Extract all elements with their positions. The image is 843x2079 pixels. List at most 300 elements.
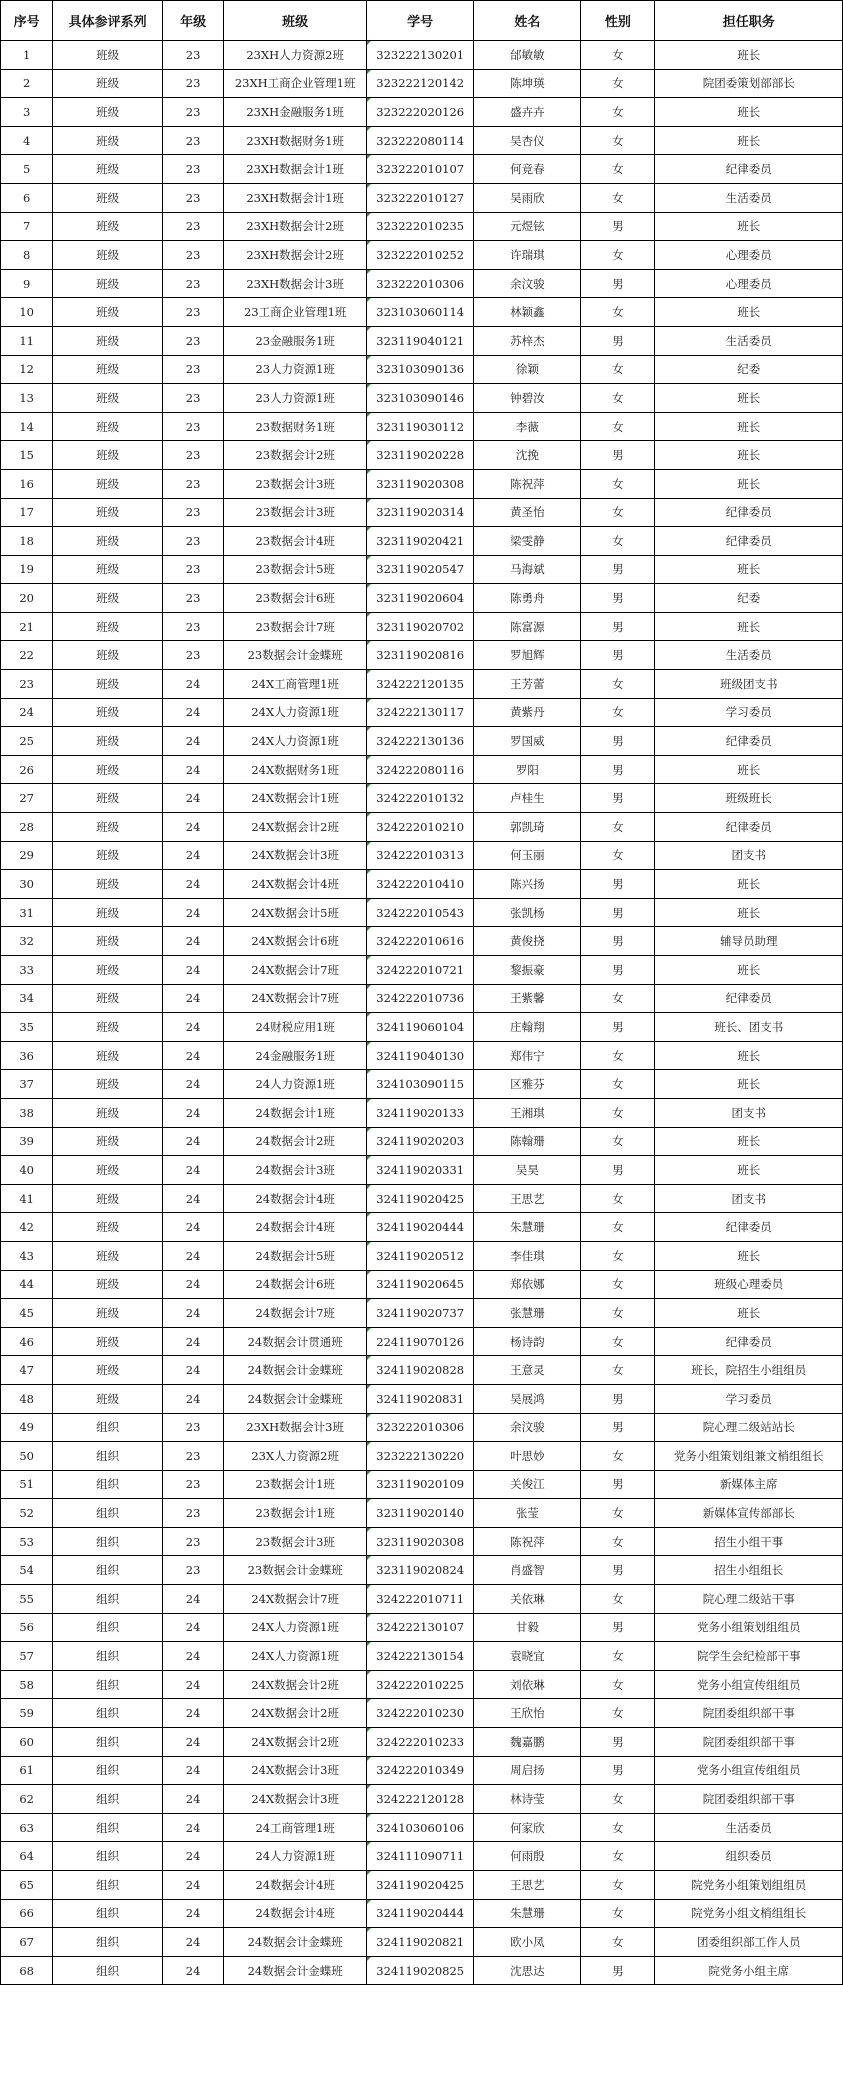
- cell-student-id[interactable]: 324119040130: [367, 1041, 474, 1070]
- cell-category[interactable]: 班级: [53, 212, 163, 241]
- cell-student-id[interactable]: 324103090115: [367, 1070, 474, 1099]
- cell-gender[interactable]: 男: [581, 1756, 655, 1785]
- cell-grade[interactable]: 23: [163, 69, 224, 98]
- cell-position[interactable]: 班级团支书: [655, 670, 843, 699]
- cell-name[interactable]: 王紫馨: [474, 984, 581, 1013]
- cell-category[interactable]: 组织: [53, 1585, 163, 1614]
- cell-index[interactable]: 38: [1, 1098, 53, 1127]
- cell-category[interactable]: 组织: [53, 1442, 163, 1471]
- cell-position[interactable]: 院心理二级站干事: [655, 1585, 843, 1614]
- cell-name[interactable]: 欧小凤: [474, 1928, 581, 1957]
- cell-position[interactable]: 新媒体主席: [655, 1470, 843, 1499]
- cell-name[interactable]: 邰敏敏: [474, 41, 581, 70]
- cell-gender[interactable]: 女: [581, 1070, 655, 1099]
- cell-student-id[interactable]: 323119020702: [367, 612, 474, 641]
- cell-category[interactable]: 班级: [53, 384, 163, 413]
- cell-index[interactable]: 36: [1, 1041, 53, 1070]
- cell-position[interactable]: 院党务小组主席: [655, 1956, 843, 1985]
- cell-position[interactable]: 班长: [655, 298, 843, 327]
- cell-index[interactable]: 56: [1, 1613, 53, 1642]
- cell-name[interactable]: 朱慧珊: [474, 1899, 581, 1928]
- cell-category[interactable]: 班级: [53, 1241, 163, 1270]
- cell-class[interactable]: 24X数据会计4班: [224, 870, 367, 899]
- cell-index[interactable]: 37: [1, 1070, 53, 1099]
- cell-gender[interactable]: 男: [581, 956, 655, 985]
- cell-category[interactable]: 班级: [53, 41, 163, 70]
- cell-student-id[interactable]: 324119020821: [367, 1928, 474, 1957]
- cell-index[interactable]: 53: [1, 1527, 53, 1556]
- cell-category[interactable]: 班级: [53, 841, 163, 870]
- cell-gender[interactable]: 女: [581, 1499, 655, 1528]
- cell-index[interactable]: 65: [1, 1871, 53, 1900]
- cell-class[interactable]: 24X数据会计3班: [224, 1785, 367, 1814]
- cell-gender[interactable]: 男: [581, 870, 655, 899]
- cell-gender[interactable]: 女: [581, 1184, 655, 1213]
- cell-index[interactable]: 12: [1, 355, 53, 384]
- cell-grade[interactable]: 24: [163, 1098, 224, 1127]
- cell-class[interactable]: 24人力资源1班: [224, 1842, 367, 1871]
- cell-class[interactable]: 24数据会计金蝶班: [224, 1356, 367, 1385]
- cell-position[interactable]: 院团委策划部部长: [655, 69, 843, 98]
- cell-student-id[interactable]: 324119020425: [367, 1871, 474, 1900]
- cell-category[interactable]: 组织: [53, 1813, 163, 1842]
- cell-grade[interactable]: 24: [163, 1013, 224, 1042]
- cell-gender[interactable]: 女: [581, 355, 655, 384]
- cell-category[interactable]: 班级: [53, 183, 163, 212]
- cell-index[interactable]: 31: [1, 898, 53, 927]
- cell-student-id[interactable]: 323119020314: [367, 498, 474, 527]
- cell-gender[interactable]: 女: [581, 1241, 655, 1270]
- cell-grade[interactable]: 24: [163, 1699, 224, 1728]
- cell-class[interactable]: 23数据会计2班: [224, 441, 367, 470]
- cell-category[interactable]: 班级: [53, 326, 163, 355]
- cell-position[interactable]: 班长: [655, 755, 843, 784]
- cell-position[interactable]: 班长: [655, 555, 843, 584]
- cell-gender[interactable]: 女: [581, 1299, 655, 1328]
- cell-category[interactable]: 班级: [53, 98, 163, 127]
- cell-class[interactable]: 24X数据会计2班: [224, 813, 367, 842]
- cell-gender[interactable]: 男: [581, 555, 655, 584]
- cell-gender[interactable]: 女: [581, 241, 655, 270]
- cell-gender[interactable]: 男: [581, 641, 655, 670]
- cell-index[interactable]: 3: [1, 98, 53, 127]
- cell-student-id[interactable]: 323222010306: [367, 269, 474, 298]
- cell-position[interactable]: 班长: [655, 1127, 843, 1156]
- cell-index[interactable]: 14: [1, 412, 53, 441]
- cell-category[interactable]: 组织: [53, 1556, 163, 1585]
- cell-name[interactable]: 罗国威: [474, 727, 581, 756]
- cell-name[interactable]: 郑依娜: [474, 1270, 581, 1299]
- cell-name[interactable]: 叶思妙: [474, 1442, 581, 1471]
- cell-class[interactable]: 24数据会计金蝶班: [224, 1956, 367, 1985]
- cell-name[interactable]: 陈祝萍: [474, 469, 581, 498]
- cell-class[interactable]: 24X数据会计2班: [224, 1728, 367, 1757]
- cell-class[interactable]: 24数据会计5班: [224, 1241, 367, 1270]
- cell-class[interactable]: 23数据会计4班: [224, 527, 367, 556]
- cell-class[interactable]: 24数据会计4班: [224, 1213, 367, 1242]
- cell-name[interactable]: 李佳琪: [474, 1241, 581, 1270]
- cell-student-id[interactable]: 323119020109: [367, 1470, 474, 1499]
- cell-class[interactable]: 24X数据会计1班: [224, 784, 367, 813]
- cell-position[interactable]: 生活委员: [655, 183, 843, 212]
- cell-gender[interactable]: 女: [581, 527, 655, 556]
- cell-position[interactable]: 班长: [655, 126, 843, 155]
- cell-student-id[interactable]: 323222080114: [367, 126, 474, 155]
- cell-class[interactable]: 24数据会计4班: [224, 1871, 367, 1900]
- cell-position[interactable]: 班长，院招生小组组员: [655, 1356, 843, 1385]
- cell-student-id[interactable]: 324119020737: [367, 1299, 474, 1328]
- cell-position[interactable]: 班级班长: [655, 784, 843, 813]
- cell-class[interactable]: 23数据会计金蝶班: [224, 641, 367, 670]
- cell-student-id[interactable]: 324222010233: [367, 1728, 474, 1757]
- cell-grade[interactable]: 23: [163, 384, 224, 413]
- cell-student-id[interactable]: 324222120135: [367, 670, 474, 699]
- cell-category[interactable]: 班级: [53, 1127, 163, 1156]
- cell-student-id[interactable]: 324222130136: [367, 727, 474, 756]
- cell-index[interactable]: 64: [1, 1842, 53, 1871]
- cell-name[interactable]: 罗阳: [474, 755, 581, 784]
- cell-grade[interactable]: 24: [163, 1127, 224, 1156]
- cell-position[interactable]: 纪律委员: [655, 155, 843, 184]
- cell-gender[interactable]: 女: [581, 183, 655, 212]
- cell-class[interactable]: 24数据会计2班: [224, 1127, 367, 1156]
- cell-grade[interactable]: 24: [163, 1642, 224, 1671]
- cell-name[interactable]: 何雨殷: [474, 1842, 581, 1871]
- cell-category[interactable]: 班级: [53, 784, 163, 813]
- cell-grade[interactable]: 24: [163, 1327, 224, 1356]
- cell-position[interactable]: 学习委员: [655, 1384, 843, 1413]
- cell-name[interactable]: 李薇: [474, 412, 581, 441]
- cell-grade[interactable]: 23: [163, 641, 224, 670]
- cell-name[interactable]: 吴展鸿: [474, 1384, 581, 1413]
- cell-gender[interactable]: 女: [581, 412, 655, 441]
- cell-index[interactable]: 17: [1, 498, 53, 527]
- cell-index[interactable]: 23: [1, 670, 53, 699]
- cell-gender[interactable]: 女: [581, 1442, 655, 1471]
- cell-gender[interactable]: 男: [581, 1013, 655, 1042]
- cell-index[interactable]: 20: [1, 584, 53, 613]
- cell-index[interactable]: 30: [1, 870, 53, 899]
- cell-gender[interactable]: 男: [581, 212, 655, 241]
- cell-index[interactable]: 42: [1, 1213, 53, 1242]
- cell-name[interactable]: 郑伟宁: [474, 1041, 581, 1070]
- cell-grade[interactable]: 23: [163, 441, 224, 470]
- cell-student-id[interactable]: 323222020126: [367, 98, 474, 127]
- cell-student-id[interactable]: 323119020816: [367, 641, 474, 670]
- cell-grade[interactable]: 23: [163, 326, 224, 355]
- cell-category[interactable]: 班级: [53, 612, 163, 641]
- cell-category[interactable]: 组织: [53, 1928, 163, 1957]
- cell-gender[interactable]: 女: [581, 126, 655, 155]
- cell-category[interactable]: 班级: [53, 698, 163, 727]
- cell-grade[interactable]: 24: [163, 1070, 224, 1099]
- cell-class[interactable]: 24X工商管理1班: [224, 670, 367, 699]
- cell-index[interactable]: 41: [1, 1184, 53, 1213]
- cell-index[interactable]: 63: [1, 1813, 53, 1842]
- cell-grade[interactable]: 24: [163, 841, 224, 870]
- cell-category[interactable]: 班级: [53, 1213, 163, 1242]
- cell-grade[interactable]: 23: [163, 469, 224, 498]
- cell-position[interactable]: 班长: [655, 870, 843, 899]
- cell-index[interactable]: 43: [1, 1241, 53, 1270]
- cell-student-id[interactable]: 324222080116: [367, 755, 474, 784]
- cell-grade[interactable]: 23: [163, 498, 224, 527]
- cell-class[interactable]: 24数据会计金蝶班: [224, 1384, 367, 1413]
- cell-class[interactable]: 24数据会计3班: [224, 1156, 367, 1185]
- cell-category[interactable]: 班级: [53, 1384, 163, 1413]
- cell-position[interactable]: 院学生会纪检部干事: [655, 1642, 843, 1671]
- cell-index[interactable]: 45: [1, 1299, 53, 1328]
- cell-gender[interactable]: 女: [581, 384, 655, 413]
- cell-grade[interactable]: 24: [163, 1728, 224, 1757]
- cell-class[interactable]: 23XH数据会计3班: [224, 269, 367, 298]
- cell-index[interactable]: 66: [1, 1899, 53, 1928]
- cell-position[interactable]: 班长: [655, 441, 843, 470]
- cell-student-id[interactable]: 323222010306: [367, 1413, 474, 1442]
- cell-name[interactable]: 王思艺: [474, 1871, 581, 1900]
- cell-category[interactable]: 班级: [53, 1270, 163, 1299]
- cell-student-id[interactable]: 324119020831: [367, 1384, 474, 1413]
- cell-gender[interactable]: 女: [581, 1327, 655, 1356]
- cell-category[interactable]: 班级: [53, 670, 163, 699]
- cell-name[interactable]: 王芳蕾: [474, 670, 581, 699]
- cell-gender[interactable]: 女: [581, 1585, 655, 1614]
- cell-class[interactable]: 24X人力资源1班: [224, 698, 367, 727]
- cell-gender[interactable]: 女: [581, 1813, 655, 1842]
- cell-gender[interactable]: 男: [581, 1728, 655, 1757]
- cell-position[interactable]: 院团委组织部干事: [655, 1785, 843, 1814]
- cell-class[interactable]: 24X数据会计2班: [224, 1670, 367, 1699]
- cell-gender[interactable]: 女: [581, 841, 655, 870]
- cell-class[interactable]: 23XH数据会计2班: [224, 241, 367, 270]
- cell-position[interactable]: 班长: [655, 1299, 843, 1328]
- cell-grade[interactable]: 24: [163, 1585, 224, 1614]
- cell-student-id[interactable]: 323119020228: [367, 441, 474, 470]
- cell-name[interactable]: 朱慧珊: [474, 1213, 581, 1242]
- cell-index[interactable]: 55: [1, 1585, 53, 1614]
- cell-student-id[interactable]: 323222010252: [367, 241, 474, 270]
- cell-index[interactable]: 13: [1, 384, 53, 413]
- cell-name[interactable]: 黄圣怡: [474, 498, 581, 527]
- cell-grade[interactable]: 24: [163, 1928, 224, 1957]
- cell-student-id[interactable]: 324111090711: [367, 1842, 474, 1871]
- cell-position[interactable]: 班长: [655, 1041, 843, 1070]
- cell-gender[interactable]: 男: [581, 898, 655, 927]
- cell-name[interactable]: 林诗莹: [474, 1785, 581, 1814]
- cell-category[interactable]: 班级: [53, 870, 163, 899]
- cell-name[interactable]: 袁晓宜: [474, 1642, 581, 1671]
- cell-gender[interactable]: 女: [581, 1642, 655, 1671]
- cell-name[interactable]: 苏梓杰: [474, 326, 581, 355]
- cell-name[interactable]: 肖盛智: [474, 1556, 581, 1585]
- cell-student-id[interactable]: 324103060106: [367, 1813, 474, 1842]
- cell-category[interactable]: 组织: [53, 1670, 163, 1699]
- cell-grade[interactable]: 24: [163, 1670, 224, 1699]
- cell-category[interactable]: 班级: [53, 469, 163, 498]
- cell-name[interactable]: 张莹: [474, 1499, 581, 1528]
- cell-student-id[interactable]: 324222010132: [367, 784, 474, 813]
- cell-name[interactable]: 王思艺: [474, 1184, 581, 1213]
- cell-index[interactable]: 18: [1, 527, 53, 556]
- cell-name[interactable]: 卢桂生: [474, 784, 581, 813]
- cell-class[interactable]: 24数据会计4班: [224, 1899, 367, 1928]
- cell-class[interactable]: 24工商管理1班: [224, 1813, 367, 1842]
- cell-grade[interactable]: 24: [163, 784, 224, 813]
- cell-grade[interactable]: 24: [163, 1871, 224, 1900]
- cell-position[interactable]: 辅导员助理: [655, 927, 843, 956]
- cell-category[interactable]: 班级: [53, 1156, 163, 1185]
- cell-gender[interactable]: 女: [581, 1356, 655, 1385]
- cell-category[interactable]: 组织: [53, 1470, 163, 1499]
- cell-index[interactable]: 59: [1, 1699, 53, 1728]
- cell-position[interactable]: 纪委: [655, 355, 843, 384]
- cell-index[interactable]: 29: [1, 841, 53, 870]
- cell-index[interactable]: 44: [1, 1270, 53, 1299]
- cell-student-id[interactable]: 323119020547: [367, 555, 474, 584]
- cell-category[interactable]: 班级: [53, 727, 163, 756]
- cell-student-id[interactable]: 323103090146: [367, 384, 474, 413]
- cell-class[interactable]: 23XH数据会计1班: [224, 155, 367, 184]
- cell-category[interactable]: 班级: [53, 1041, 163, 1070]
- cell-grade[interactable]: 23: [163, 527, 224, 556]
- cell-grade[interactable]: 24: [163, 1356, 224, 1385]
- cell-grade[interactable]: 23: [163, 155, 224, 184]
- cell-name[interactable]: 张慧珊: [474, 1299, 581, 1328]
- cell-category[interactable]: 班级: [53, 241, 163, 270]
- cell-class[interactable]: 23数据会计7班: [224, 612, 367, 641]
- cell-position[interactable]: 心理委员: [655, 269, 843, 298]
- cell-grade[interactable]: 23: [163, 98, 224, 127]
- cell-name[interactable]: 刘依琳: [474, 1670, 581, 1699]
- cell-category[interactable]: 班级: [53, 126, 163, 155]
- cell-grade[interactable]: 23: [163, 298, 224, 327]
- cell-gender[interactable]: 男: [581, 1384, 655, 1413]
- cell-position[interactable]: 学习委员: [655, 698, 843, 727]
- cell-name[interactable]: 钟碧汝: [474, 384, 581, 413]
- cell-student-id[interactable]: 323119020140: [367, 1499, 474, 1528]
- cell-category[interactable]: 组织: [53, 1785, 163, 1814]
- cell-grade[interactable]: 24: [163, 1184, 224, 1213]
- cell-index[interactable]: 57: [1, 1642, 53, 1671]
- cell-class[interactable]: 23数据会计5班: [224, 555, 367, 584]
- cell-grade[interactable]: 23: [163, 269, 224, 298]
- cell-name[interactable]: 陈兴扬: [474, 870, 581, 899]
- cell-name[interactable]: 王湘琪: [474, 1098, 581, 1127]
- cell-class[interactable]: 24X人力资源1班: [224, 727, 367, 756]
- cell-index[interactable]: 60: [1, 1728, 53, 1757]
- cell-index[interactable]: 5: [1, 155, 53, 184]
- cell-gender[interactable]: 女: [581, 1842, 655, 1871]
- cell-index[interactable]: 49: [1, 1413, 53, 1442]
- cell-gender[interactable]: 男: [581, 1956, 655, 1985]
- cell-grade[interactable]: 24: [163, 727, 224, 756]
- cell-position[interactable]: 生活委员: [655, 1813, 843, 1842]
- cell-index[interactable]: 47: [1, 1356, 53, 1385]
- cell-class[interactable]: 24X数据会计7班: [224, 984, 367, 1013]
- cell-class[interactable]: 24数据会计1班: [224, 1098, 367, 1127]
- cell-gender[interactable]: 女: [581, 155, 655, 184]
- cell-position[interactable]: 心理委员: [655, 241, 843, 270]
- cell-class[interactable]: 23数据会计6班: [224, 584, 367, 613]
- cell-index[interactable]: 33: [1, 956, 53, 985]
- cell-class[interactable]: 24X人力资源1班: [224, 1642, 367, 1671]
- cell-grade[interactable]: 24: [163, 755, 224, 784]
- cell-student-id[interactable]: 323119020824: [367, 1556, 474, 1585]
- cell-name[interactable]: 盛卉卉: [474, 98, 581, 127]
- cell-name[interactable]: 沈挽: [474, 441, 581, 470]
- cell-student-id[interactable]: 323222120142: [367, 69, 474, 98]
- cell-index[interactable]: 68: [1, 1956, 53, 1985]
- cell-position[interactable]: 党务小组宣传组组员: [655, 1670, 843, 1699]
- cell-grade[interactable]: 23: [163, 612, 224, 641]
- cell-position[interactable]: 班长: [655, 384, 843, 413]
- cell-student-id[interactable]: 323119030112: [367, 412, 474, 441]
- cell-index[interactable]: 32: [1, 927, 53, 956]
- cell-student-id[interactable]: 324222010210: [367, 813, 474, 842]
- cell-category[interactable]: 班级: [53, 927, 163, 956]
- cell-position[interactable]: 院党务小组策划组组员: [655, 1871, 843, 1900]
- cell-category[interactable]: 班级: [53, 1013, 163, 1042]
- cell-position[interactable]: 纪委: [655, 584, 843, 613]
- cell-grade[interactable]: 24: [163, 1613, 224, 1642]
- cell-class[interactable]: 23XH数据财务1班: [224, 126, 367, 155]
- cell-index[interactable]: 24: [1, 698, 53, 727]
- cell-category[interactable]: 班级: [53, 984, 163, 1013]
- cell-position[interactable]: 班长: [655, 956, 843, 985]
- cell-student-id[interactable]: 323222010235: [367, 212, 474, 241]
- cell-grade[interactable]: 24: [163, 1299, 224, 1328]
- cell-index[interactable]: 25: [1, 727, 53, 756]
- cell-category[interactable]: 班级: [53, 584, 163, 613]
- cell-index[interactable]: 26: [1, 755, 53, 784]
- cell-name[interactable]: 罗旭辉: [474, 641, 581, 670]
- cell-gender[interactable]: 女: [581, 1527, 655, 1556]
- cell-grade[interactable]: 24: [163, 927, 224, 956]
- cell-category[interactable]: 组织: [53, 1699, 163, 1728]
- cell-position[interactable]: 团支书: [655, 841, 843, 870]
- cell-index[interactable]: 7: [1, 212, 53, 241]
- cell-class[interactable]: 23人力资源1班: [224, 355, 367, 384]
- cell-category[interactable]: 班级: [53, 1070, 163, 1099]
- cell-grade[interactable]: 24: [163, 1785, 224, 1814]
- cell-position[interactable]: 党务小组策划组兼文梢组组长: [655, 1442, 843, 1471]
- cell-gender[interactable]: 女: [581, 1899, 655, 1928]
- cell-gender[interactable]: 男: [581, 784, 655, 813]
- cell-name[interactable]: 余汶骏: [474, 269, 581, 298]
- cell-index[interactable]: 11: [1, 326, 53, 355]
- cell-grade[interactable]: 23: [163, 126, 224, 155]
- cell-class[interactable]: 23数据会计3班: [224, 1527, 367, 1556]
- cell-grade[interactable]: 24: [163, 1213, 224, 1242]
- cell-student-id[interactable]: 224119070126: [367, 1327, 474, 1356]
- cell-student-id[interactable]: 323222130220: [367, 1442, 474, 1471]
- cell-category[interactable]: 班级: [53, 298, 163, 327]
- cell-position[interactable]: 纪律委员: [655, 498, 843, 527]
- cell-position[interactable]: 院团委组织部干事: [655, 1699, 843, 1728]
- cell-position[interactable]: 纪律委员: [655, 813, 843, 842]
- cell-index[interactable]: 6: [1, 183, 53, 212]
- cell-gender[interactable]: 女: [581, 1928, 655, 1957]
- cell-class[interactable]: 24X数据会计7班: [224, 956, 367, 985]
- cell-category[interactable]: 组织: [53, 1899, 163, 1928]
- cell-name[interactable]: 甘毅: [474, 1613, 581, 1642]
- cell-student-id[interactable]: 323119020308: [367, 469, 474, 498]
- cell-student-id[interactable]: 323119020604: [367, 584, 474, 613]
- cell-name[interactable]: 何竞春: [474, 155, 581, 184]
- cell-position[interactable]: 组织委员: [655, 1842, 843, 1871]
- cell-class[interactable]: 24数据会计贯通班: [224, 1327, 367, 1356]
- cell-index[interactable]: 62: [1, 1785, 53, 1814]
